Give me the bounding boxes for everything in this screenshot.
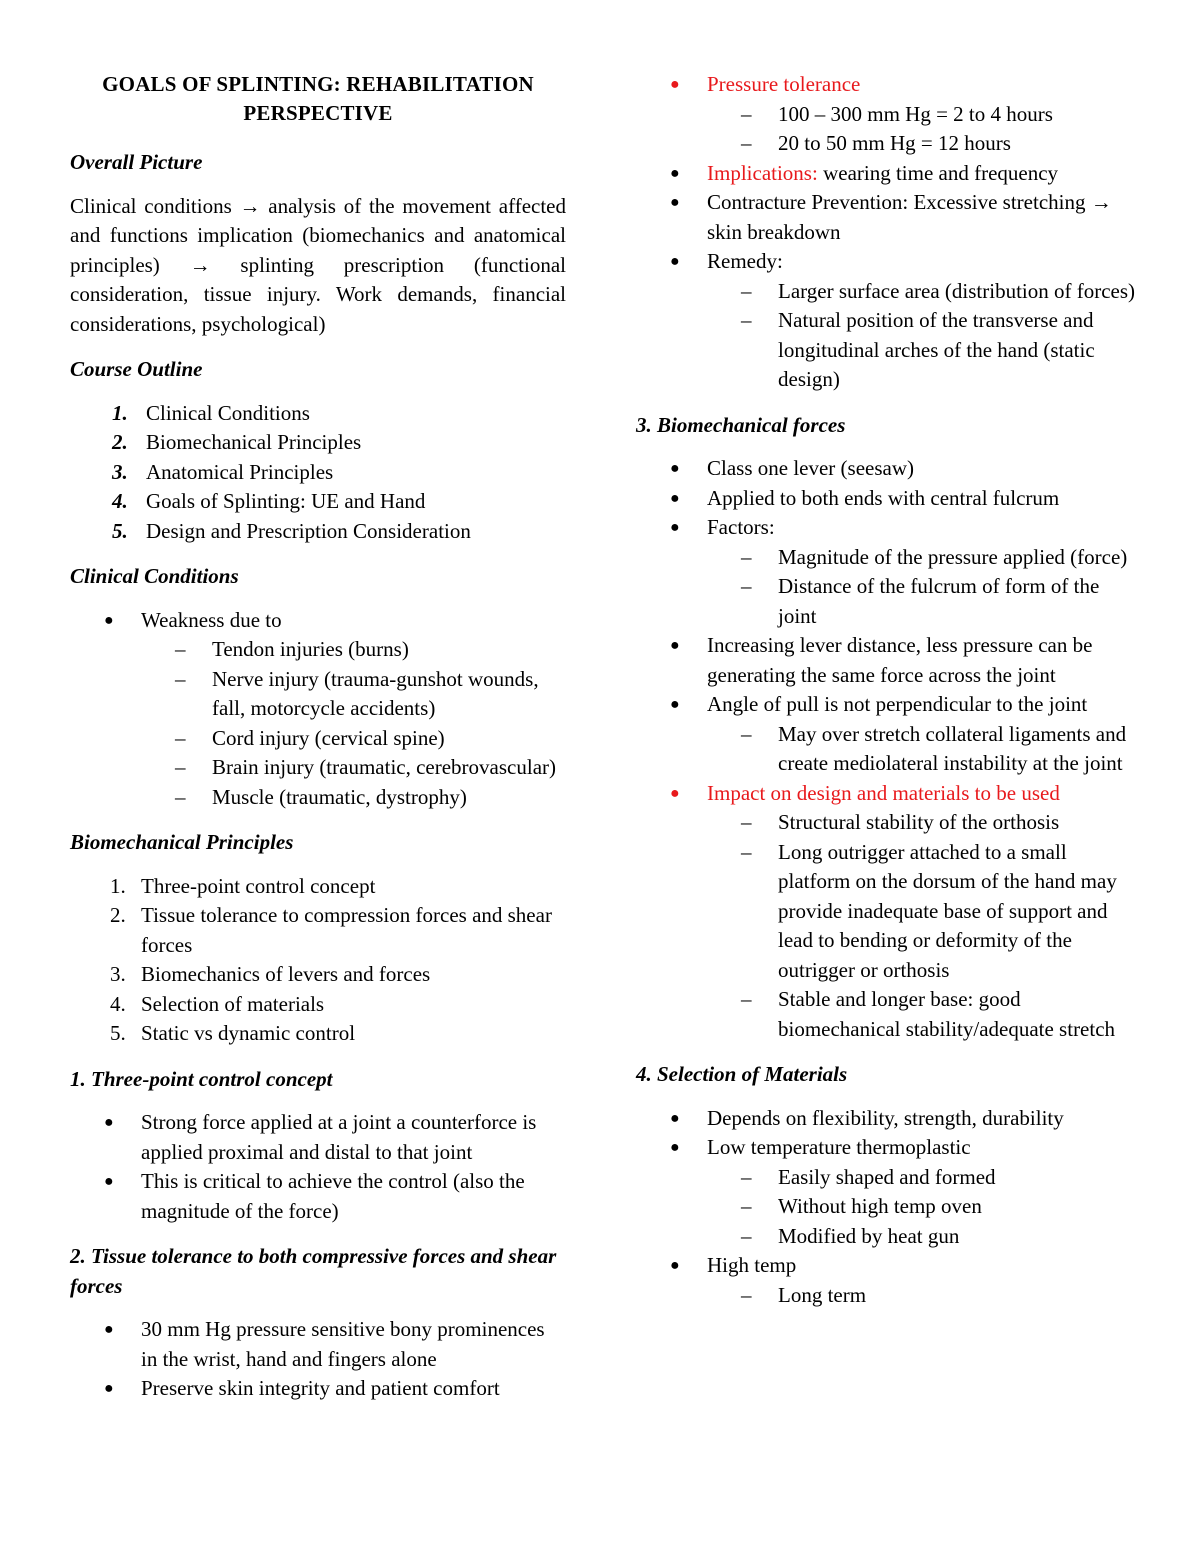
sub-list bbox=[707, 1281, 1136, 1311]
list-item: – Long term bbox=[741, 1282, 867, 1307]
list-item: – Stable and longer base: good biomechanical stability/adequate stretch bbox=[741, 987, 1116, 1041]
list-item: ● Low temperature thermoplastic – Easily shaped and formed – Without high temp oven – Modified by heat gun bbox=[636, 1133, 1136, 1251]
list-item: 1. Clinical Conditions bbox=[112, 400, 310, 425]
clinical-list bbox=[70, 606, 566, 813]
list-item: – Long outrigger attached to a small platform on the dorsum of the hand may provide inadequate base of support and lead to bending or deformity of the outrigger or orthosis bbox=[741, 839, 1117, 982]
overall-heading: Overall Picture bbox=[70, 150, 203, 174]
bullet-icon: ● bbox=[670, 76, 680, 93]
bullet-icon: ● bbox=[670, 194, 680, 211]
list-item: 5. Design and Prescription Consideration bbox=[112, 518, 471, 543]
bullet-icon: ● bbox=[104, 1321, 114, 1338]
bullet-icon: ● bbox=[670, 489, 680, 507]
sub-list bbox=[707, 100, 1136, 159]
bullet-icon: ● bbox=[104, 1114, 114, 1131]
list-item: 1. Three-point control concept bbox=[110, 873, 376, 898]
sub-list bbox=[707, 1163, 1136, 1252]
bullet-icon: ● bbox=[670, 519, 680, 536]
bullet-icon: ● bbox=[670, 164, 680, 182]
list-item: 2. Tissue tolerance to compression forces and shear forces bbox=[110, 903, 552, 957]
list-item: ● Contracture Prevention: Excessive stretching → skin breakdown bbox=[670, 190, 1112, 244]
list-item: ● 30 mm Hg pressure sensitive bony prominences in the wrist, hand and fingers alone bbox=[104, 1317, 545, 1371]
list-item: ● Strong force applied at a joint a counterforce is applied proximal and distal to that joint bbox=[104, 1110, 537, 1164]
bullet-icon: ● bbox=[670, 637, 680, 654]
list-item: – Structural stability of the orthosis bbox=[741, 810, 1060, 834]
sub-list bbox=[707, 720, 1136, 779]
sub-list bbox=[707, 277, 1136, 395]
list-item: – Cord injury (cervical spine) bbox=[175, 725, 445, 750]
list-item: 5. Static vs dynamic control bbox=[110, 1021, 356, 1045]
bullet-icon: ● bbox=[670, 460, 680, 477]
tissue-heading: 2. Tissue tolerance to both compressive forces and shear forces bbox=[70, 1244, 557, 1298]
title-line-2: PERSPECTIVE bbox=[243, 101, 393, 125]
list-item: – Muscle (traumatic, dystrophy) bbox=[175, 784, 467, 809]
list-item: 2. Biomechanical Principles bbox=[112, 430, 362, 454]
list-item: ● Remedy: – Larger surface area (distribution of forces) – Natural position of the transverse and longitudinal arches of the hand (static design) bbox=[636, 247, 1136, 395]
sub-list bbox=[141, 635, 566, 812]
bullet-icon: ● bbox=[670, 696, 680, 713]
bullet-icon: ● bbox=[104, 1380, 114, 1397]
course-list bbox=[70, 399, 566, 547]
list-item: 4. Goals of Splinting: UE and Hand bbox=[112, 489, 426, 513]
bullet-icon: ● bbox=[670, 784, 680, 802]
materials-heading: 4. Selection of Materials bbox=[636, 1062, 848, 1086]
list-item: ● Depends on flexibility, strength, durability bbox=[636, 1104, 1136, 1134]
clinical-heading: Clinical Conditions bbox=[70, 564, 239, 588]
list-item: – May over stretch collateral ligaments and create mediolateral instability at the joint bbox=[741, 721, 1127, 775]
list-item: ● Impact on design and materials to be used – Structural stability of the orthosis – Long outrigger attached to a small platform on the dorsum of the hand may provide inadequate base of support and lead to bending or deformity of the outrigger or orthosis – Stable and longer base: good biomechanical stability/adequate stretch bbox=[636, 779, 1136, 1045]
course-heading: Course Outline bbox=[70, 357, 203, 381]
biomech-list bbox=[70, 872, 566, 1049]
list-item: ● Preserve skin integrity and patient comfort bbox=[70, 1374, 566, 1404]
three-point-heading: 1. Three-point control concept bbox=[70, 1066, 333, 1091]
list-item: – Brain injury (traumatic, cerebrovascular) bbox=[175, 755, 557, 779]
list-item: – Easily shaped and formed bbox=[741, 1164, 996, 1189]
bullet-icon: ● bbox=[670, 1109, 680, 1127]
page-title bbox=[70, 70, 566, 128]
biomech-forces-heading: 3. Biomechanical forces bbox=[636, 412, 846, 437]
list-item: ● Angle of pull is not perpendicular to the joint – May over stretch collateral ligaments and create mediolateral instability at the joint bbox=[636, 690, 1136, 779]
bullet-icon: ● bbox=[670, 253, 680, 270]
list-item: 3. Anatomical Principles bbox=[112, 459, 334, 484]
list-item: ● Weakness due to – Tendon injuries (burns) – Nerve injury (trauma-gunshot wounds, fall, motorcycle accidents) – Cord injury (cervical spine) – Brain injury (traumatic, cerebrovascular) – Muscle (traumatic, dystrophy) bbox=[70, 606, 566, 813]
list-item: 3. Biomechanics of levers and forces bbox=[110, 962, 431, 986]
biomech-forces-list bbox=[636, 454, 1136, 1044]
list-item: ● Class one lever (seesaw) bbox=[636, 454, 1136, 484]
list-item: – Distance of the fulcrum of form of the joint bbox=[741, 574, 1100, 628]
bullet-icon: ● bbox=[104, 611, 114, 629]
bullet-icon: ● bbox=[104, 1173, 114, 1190]
list-item: – Without high temp oven bbox=[741, 1194, 982, 1218]
list-item: ● High temp – Long term bbox=[636, 1251, 1136, 1310]
sub-list bbox=[707, 543, 1136, 632]
list-item: – Tendon injuries (burns) bbox=[175, 637, 409, 661]
pressure-list bbox=[636, 70, 1136, 395]
left-column bbox=[70, 70, 566, 1420]
bullet-icon: ● bbox=[670, 1257, 680, 1274]
list-item: ● Pressure tolerance – 100 – 300 mm Hg = 2 to 4 hours – 20 to 50 mm Hg = 12 hours bbox=[636, 70, 1136, 159]
list-item: – Natural position of the transverse and longitudinal arches of the hand (static design) bbox=[741, 308, 1095, 391]
bullet-icon: ● bbox=[670, 1139, 680, 1156]
list-item: ● Increasing lever distance, less pressure can be generating the same force across the joint bbox=[670, 633, 1093, 687]
list-item: 4. Selection of materials bbox=[110, 991, 325, 1016]
biomech-heading: Biomechanical Principles bbox=[70, 830, 294, 854]
right-column bbox=[636, 70, 1136, 1326]
title-line-1: GOALS OF SPLINTING: REHABILITATION bbox=[102, 72, 534, 96]
list-item: – Magnitude of the pressure applied (force) bbox=[741, 544, 1128, 569]
list-item: – Nerve injury (trauma-gunshot wounds, fall, motorcycle accidents) bbox=[175, 666, 539, 720]
list-item: ● This is critical to achieve the control (also the magnitude of the force) bbox=[104, 1169, 525, 1223]
materials-list bbox=[636, 1104, 1136, 1311]
three-point-list bbox=[70, 1108, 566, 1226]
list-item: ● Implications: wearing time and frequency bbox=[636, 159, 1136, 189]
overall-text: Clinical conditions → analysis of the movement affected and functions implication (biomechanics and anatomical principles) → splinting prescription (functional consideration, tissue injury. Work demands, financial considerations, psychological) bbox=[70, 193, 566, 336]
list-item: – 100 – 300 mm Hg = 2 to 4 hours bbox=[741, 101, 1053, 126]
list-item: – Modified by heat gun bbox=[741, 1223, 960, 1248]
list-item: – Larger surface area (distribution of forces) bbox=[741, 278, 1136, 303]
list-item: ● Factors: – Magnitude of the pressure applied (force) – Distance of the fulcrum of form of the joint bbox=[636, 513, 1136, 631]
tissue-list bbox=[70, 1315, 566, 1404]
sub-list bbox=[707, 808, 1136, 1044]
list-item: ● Applied to both ends with central fulcrum bbox=[636, 484, 1136, 514]
list-item: – 20 to 50 mm Hg = 12 hours bbox=[741, 131, 1011, 155]
